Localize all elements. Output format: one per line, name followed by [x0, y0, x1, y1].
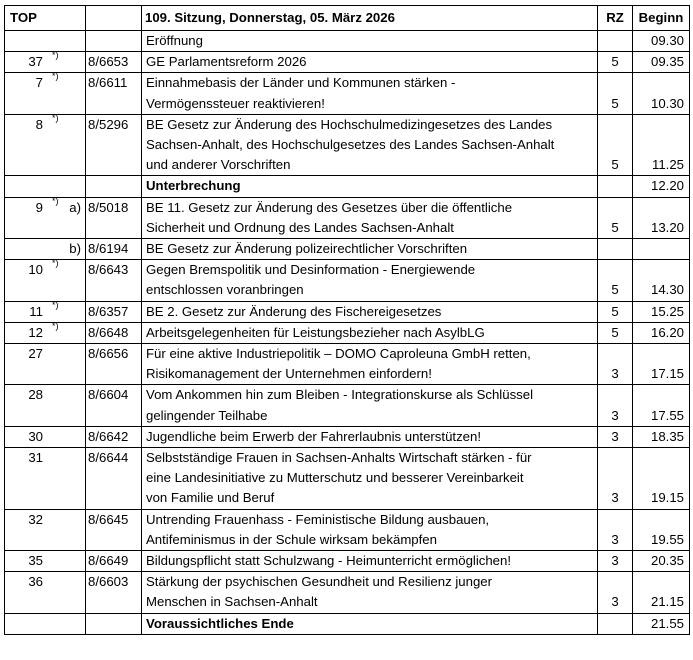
agenda-item-title: [142, 260, 598, 301]
start-time: 11.25: [633, 114, 690, 176]
drucksache-number: 8/6648: [86, 322, 142, 343]
agenda-row: [5, 385, 690, 426]
start-time: 14.30: [633, 260, 690, 301]
redezeit-value: 5: [598, 260, 633, 301]
agenda-top-cell: [5, 73, 86, 114]
agenda-top-cell: [5, 114, 86, 176]
title-line: Für eine aktive Industriepolitik – DOMO Caproleuna GmbH retten,: [146, 346, 531, 362]
agenda-item-title: [142, 509, 598, 550]
drucksache-number: [86, 31, 142, 52]
agenda-top-cell: [5, 426, 86, 447]
title-line: Vermögenssteuer reaktivieren!: [146, 95, 325, 111]
header-beginn: Beginn: [633, 6, 690, 31]
agenda-row: [5, 344, 690, 385]
title-line: BE 2. Gesetz zur Änderung des Fischereigesetzes: [146, 303, 442, 319]
agenda-row: [5, 613, 690, 634]
start-time: 19.55: [633, 509, 690, 550]
redezeit-value: 3: [598, 426, 633, 447]
footnote-marker: *): [52, 258, 59, 269]
footnote-marker: *): [52, 71, 59, 82]
top-number: 28: [28, 387, 43, 403]
start-time: 20.35: [633, 551, 690, 572]
agenda-row: [5, 322, 690, 343]
top-number: 32: [28, 511, 43, 527]
header-row: [5, 6, 690, 31]
sub-item-label: b): [69, 241, 81, 257]
redezeit-value: 5: [598, 322, 633, 343]
agenda-item-title: [142, 551, 598, 572]
agenda-top-cell: [5, 197, 86, 238]
agenda-row: [5, 448, 690, 510]
title-line: Unterbrechung: [146, 178, 241, 194]
agenda-top-cell: [5, 31, 86, 52]
agenda-top-cell: [5, 301, 86, 322]
drucksache-number: 8/6642: [86, 426, 142, 447]
top-number: 35: [28, 553, 43, 569]
title-line: Menschen in Sachsen-Anhalt: [146, 594, 318, 610]
start-time: 10.30: [633, 73, 690, 114]
title-line: Gegen Bremspolitik und Desinformation - Energiewende: [146, 262, 476, 278]
title-line: GE Parlamentsreform 2026: [146, 54, 307, 70]
top-number: 7: [35, 75, 43, 91]
header-redezeit: RZ: [598, 6, 633, 31]
agenda-item-title: [142, 301, 598, 322]
agenda-item-title: [142, 176, 598, 197]
redezeit-value: 3: [598, 448, 633, 510]
title-line: Sicherheit und Ordnung des Landes Sachsen-Anhalt: [146, 219, 454, 235]
top-number: 8: [35, 116, 43, 132]
session-title: 109. Sitzung, Donnerstag, 05. März 2026: [142, 6, 598, 31]
footnote-marker: *): [52, 195, 59, 206]
agenda-top-cell: [5, 52, 86, 73]
title-line: gelingender Teilhabe: [146, 407, 268, 423]
agenda-item-title: [142, 52, 598, 73]
title-line: von Familie und Beruf: [146, 490, 275, 506]
title-line: Jugendliche beim Erwerb der Fahrerlaubnis unterstützen!: [146, 428, 481, 444]
start-time: 09.30: [633, 31, 690, 52]
title-line: Vom Ankommen hin zum Bleiben - Integrationskurse als Schlüssel: [146, 387, 534, 403]
title-line: Arbeitsgelegenheiten für Leistungsbezieher nach AsylbLG: [146, 324, 485, 340]
title-line: Voraussichtliches Ende: [146, 615, 294, 631]
redezeit-value: 5: [598, 52, 633, 73]
agenda-row: [5, 73, 690, 114]
agenda-item-title: [142, 448, 598, 510]
start-time: 19.15: [633, 448, 690, 510]
agenda-row: [5, 509, 690, 550]
redezeit-value: 3: [598, 572, 633, 613]
start-time: 15.25: [633, 301, 690, 322]
sub-item-label: a): [69, 199, 81, 215]
redezeit-value: 3: [598, 509, 633, 550]
title-line: Einnahmebasis der Länder und Kommunen stärken -: [146, 75, 456, 91]
agenda-item-title: [142, 31, 598, 52]
drucksache-number: 8/6604: [86, 385, 142, 426]
header-drucksache: [86, 6, 142, 31]
footnote-marker: *): [52, 299, 59, 310]
redezeit-value: 5: [598, 114, 633, 176]
agenda-item-title: [142, 114, 598, 176]
agenda-row: [5, 197, 690, 238]
start-time: 21.55: [633, 613, 690, 634]
redezeit-value: [598, 176, 633, 197]
redezeit-value: 5: [598, 73, 633, 114]
start-time: 13.20: [633, 197, 690, 238]
header-top: TOP: [5, 6, 86, 31]
title-line: eine Landesinitiative zu Mutterschutz und besserer Vereinbarkeit: [146, 470, 524, 486]
start-time: 12.20: [633, 176, 690, 197]
agenda-row: [5, 301, 690, 322]
agenda-item-title: [142, 613, 598, 634]
title-line: Sachsen-Anhalt, des Hochschulgesetzes des Landes Sachsen-Anhalt: [146, 137, 555, 153]
drucksache-number: 8/6645: [86, 509, 142, 550]
start-time: 17.55: [633, 385, 690, 426]
drucksache-number: 8/5296: [86, 114, 142, 176]
agenda-body: [5, 31, 690, 635]
redezeit-value: 5: [598, 301, 633, 322]
title-line: Bildungspflicht statt Schulzwang - Heimunterricht ermöglichen!: [146, 553, 512, 569]
top-number: 10: [28, 262, 43, 278]
agenda-top-cell: [5, 176, 86, 197]
agenda-top-cell: [5, 572, 86, 613]
top-number: 9: [35, 199, 43, 215]
agenda-top-cell: [5, 322, 86, 343]
footnote-marker: *): [52, 320, 59, 331]
start-time: [633, 239, 690, 260]
agenda-item-title: [142, 572, 598, 613]
redezeit-value: [598, 31, 633, 52]
footnote-marker: *): [52, 112, 59, 123]
top-number: 37: [28, 54, 43, 70]
drucksache-number: 8/6653: [86, 52, 142, 73]
agenda-row: [5, 426, 690, 447]
agenda-row: [5, 239, 690, 260]
agenda-row: [5, 551, 690, 572]
agenda-top-cell: [5, 260, 86, 301]
drucksache-number: [86, 613, 142, 634]
drucksache-number: 8/6603: [86, 572, 142, 613]
drucksache-number: 8/6357: [86, 301, 142, 322]
redezeit-value: 3: [598, 385, 633, 426]
title-line: Untrending Frauenhass - Feministische Bildung ausbauen,: [146, 511, 490, 527]
drucksache-number: 8/6194: [86, 239, 142, 260]
start-time: 09.35: [633, 52, 690, 73]
agenda-row: [5, 31, 690, 52]
agenda-top-cell: [5, 613, 86, 634]
agenda-row: [5, 176, 690, 197]
top-number: 27: [28, 346, 43, 362]
title-line: entschlossen voranbringen: [146, 282, 304, 298]
title-line: Antifeminismus in der Schule wirksam bekämpfen: [146, 531, 437, 547]
agenda-top-cell: [5, 344, 86, 385]
title-line: Selbstständige Frauen in Sachsen-Anhalts Wirtschaft stärken - für: [146, 450, 532, 466]
title-line: Eröffnung: [146, 33, 203, 48]
agenda-item-title: [142, 322, 598, 343]
redezeit-value: 3: [598, 344, 633, 385]
title-line: BE Gesetz zur Änderung polizeirechtlicher Vorschriften: [146, 241, 468, 257]
redezeit-value: [598, 613, 633, 634]
drucksache-number: 8/6644: [86, 448, 142, 510]
agenda-top-cell: [5, 239, 86, 260]
agenda-table: [4, 5, 690, 635]
drucksache-number: 8/5018: [86, 197, 142, 238]
agenda-item-title: [142, 73, 598, 114]
agenda-top-cell: [5, 448, 86, 510]
drucksache-number: 8/6611: [86, 73, 142, 114]
redezeit-value: 5: [598, 197, 633, 238]
drucksache-number: 8/6643: [86, 260, 142, 301]
drucksache-number: [86, 176, 142, 197]
drucksache-number: 8/6649: [86, 551, 142, 572]
title-line: BE Gesetz zur Änderung des Hochschulmedizingesetzes des Landes: [146, 116, 553, 132]
agenda-item-title: [142, 344, 598, 385]
agenda-top-cell: [5, 385, 86, 426]
footnote-marker: *): [52, 50, 59, 61]
top-number: 12: [28, 324, 43, 340]
agenda-item-title: [142, 197, 598, 238]
drucksache-number: 8/6656: [86, 344, 142, 385]
agenda-item-title: [142, 239, 598, 260]
agenda-item-title: [142, 426, 598, 447]
start-time: 16.20: [633, 322, 690, 343]
start-time: 18.35: [633, 426, 690, 447]
agenda-top-cell: [5, 509, 86, 550]
title-line: Risikomanagement der Unternehmen einfordern!: [146, 366, 432, 382]
title-line: Stärkung der psychischen Gesundheit und Resilienz junger: [146, 574, 493, 590]
agenda-top-cell: [5, 551, 86, 572]
title-line: BE 11. Gesetz zur Änderung des Gesetzes über die öffentliche: [146, 199, 513, 215]
agenda-item-title: [142, 385, 598, 426]
start-time: 21.15: [633, 572, 690, 613]
top-number: 11: [29, 303, 43, 319]
agenda-row: [5, 114, 690, 176]
top-number: 36: [28, 574, 43, 590]
redezeit-value: [598, 239, 633, 260]
top-number: 31: [28, 450, 43, 466]
top-number: 30: [28, 428, 43, 444]
redezeit-value: 3: [598, 551, 633, 572]
start-time: 17.15: [633, 344, 690, 385]
agenda-row: [5, 52, 690, 73]
agenda-row: [5, 260, 690, 301]
agenda-row: [5, 572, 690, 613]
title-line: und anderer Vorschriften: [146, 157, 291, 173]
